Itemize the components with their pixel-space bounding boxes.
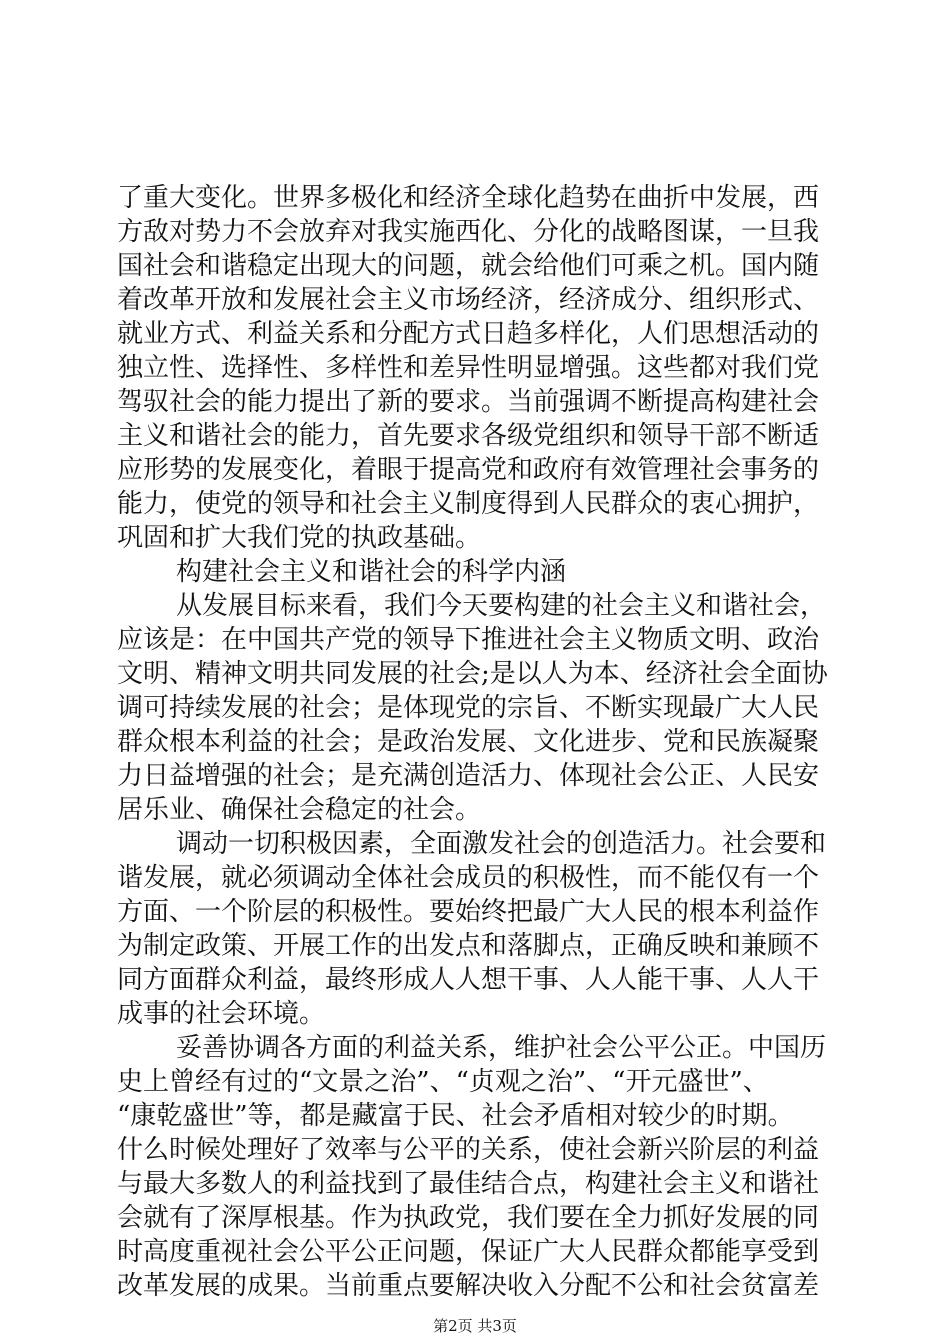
- text-line: 调动一切积极因素，全面激发社会的创造活力。社会要和: [176, 829, 827, 859]
- text-line: 从发展目标来看，我们今天要构建的社会主义和谐社会，: [176, 591, 827, 621]
- text-line: 同方面群众利益，最终形成人人想干事、人人能干事、人人干: [117, 965, 820, 995]
- text-line: 了重大变化。世界多极化和经济全球化趋势在曲折中发展，西: [117, 183, 820, 213]
- text-line: 独立性、选择性、多样性和差异性明显增强。这些都对我们党: [117, 353, 820, 383]
- text-line: 群众根本利益的社会；是政治发展、文化进步、党和民族凝聚: [117, 727, 820, 757]
- text-line: 就业方式、利益关系和分配方式日趋多样化，人们思想活动的: [117, 319, 820, 349]
- page-footer: 第2页 共3页: [433, 1317, 517, 1335]
- text-line: 国社会和谐稳定出现大的问题，就会给他们可乘之机。国内随: [117, 251, 820, 281]
- text-line: 应形势的发展变化，着眼于提高党和政府有效管理社会事务的: [117, 455, 820, 485]
- text-line: 巩固和扩大我们党的执政基础。: [117, 523, 482, 553]
- text-line: “康乾盛世”等，都是藏富于民、社会矛盾相对较少的时期。: [117, 1101, 794, 1131]
- text-line: 主义和谐社会的能力，首先要求各级党组织和领导干部不断适: [117, 421, 820, 451]
- text-line: 史上曾经有过的“文景之治”、“贞观之治”、“开元盛世”、: [117, 1067, 769, 1097]
- text-line: 力日益增强的社会；是充满创造活力、体现社会公正、人民安: [117, 761, 820, 791]
- text-line: 时高度重视社会公平公正问题，保证广大人民群众都能享受到: [117, 1237, 820, 1267]
- text-line: 文明、精神文明共同发展的社会;是以人为本、经济社会全面协: [117, 659, 828, 689]
- text-line: 什么时候处理好了效率与公平的关系，使社会新兴阶层的利益: [117, 1135, 820, 1165]
- text-line: 会就有了深厚根基。作为执政党，我们要在全力抓好发展的同: [117, 1203, 820, 1233]
- text-line: 应该是：在中国共产党的领导下推进社会主义物质文明、政治: [117, 625, 820, 655]
- text-line: 与最大多数人的利益找到了最佳结合点，构建社会主义和谐社: [117, 1169, 820, 1199]
- text-line: 方敌对势力不会放弃对我实施西化、分化的战略图谋，一旦我: [117, 217, 820, 247]
- section-heading: 构建社会主义和谐社会的科学内涵: [176, 557, 567, 587]
- text-line: 调可持续发展的社会；是体现党的宗旨、不断实现最广大人民: [117, 693, 820, 723]
- text-line: 妥善协调各方面的利益关系，维护社会公平公正。中国历: [176, 1033, 827, 1063]
- text-line: 成事的社会环境。: [117, 999, 326, 1029]
- text-line: 方面、一个阶层的积极性。要始终把最广大人民的根本利益作: [117, 897, 820, 927]
- text-line: 着改革开放和发展社会主义市场经济，经济成分、组织形式、: [117, 285, 820, 315]
- text-line: 谐发展，就必须调动全体社会成员的积极性，而不能仅有一个: [117, 863, 820, 893]
- text-line: 居乐业、确保社会稳定的社会。: [117, 795, 482, 825]
- text-line: 驾驭社会的能力提出了新的要求。当前强调不断提高构建社会: [117, 387, 820, 417]
- text-line: 为制定政策、开展工作的出发点和落脚点，正确反映和兼顾不: [117, 931, 820, 961]
- text-line: 改革发展的成果。当前重点要解决收入分配不公和社会贫富差: [117, 1271, 820, 1301]
- text-line: 能力，使党的领导和社会主义制度得到人民群众的衷心拥护，: [117, 489, 820, 519]
